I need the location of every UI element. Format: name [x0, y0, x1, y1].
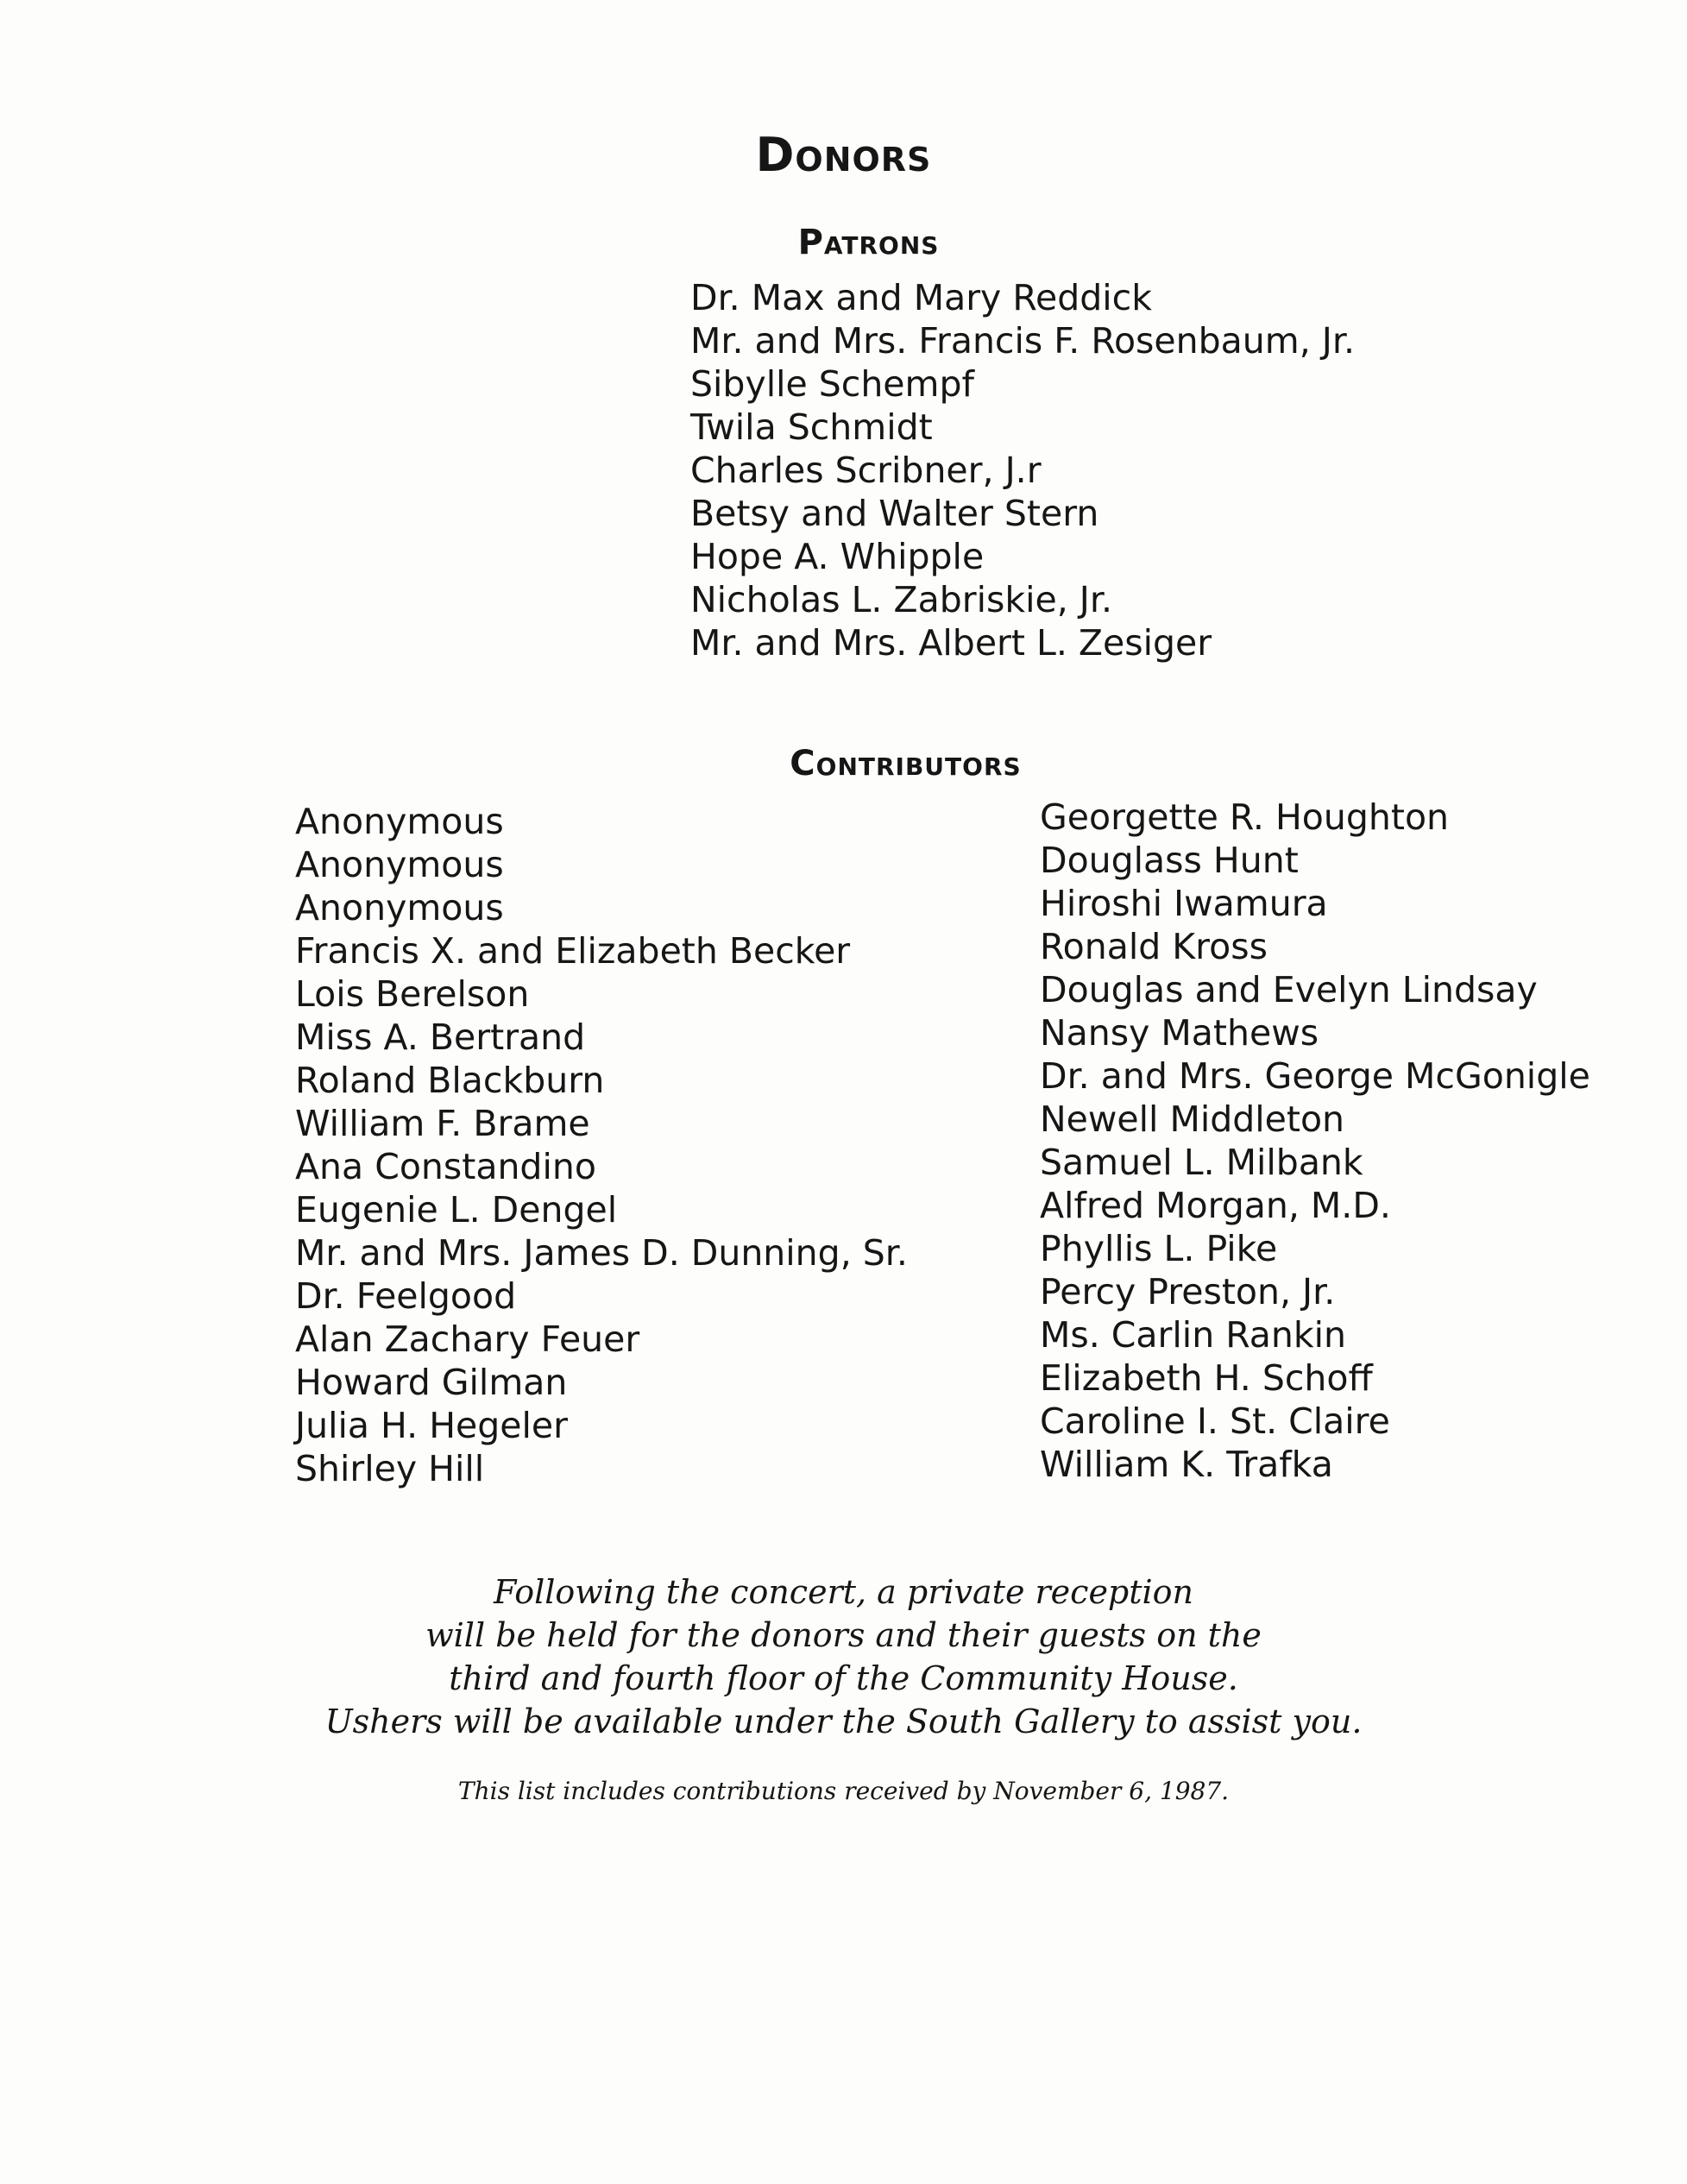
reception-notice [0, 1570, 1687, 1743]
reception-line: will be held for the donors and their guests on the [425, 1616, 1262, 1654]
patron-name: Charles Scribner, J.r [690, 450, 1042, 491]
contributor-name: Ana Constandino [295, 1146, 596, 1187]
contributor-name: Douglas and Evelyn Lindsay [1040, 969, 1538, 1010]
patron-list [690, 276, 1355, 664]
reception-line: third and fourth floor of the Community House. [449, 1659, 1238, 1697]
contributor-name: Caroline I. St. Claire [1040, 1400, 1390, 1442]
reception-line: Ushers will be available under the South Gallery to assist you. [324, 1703, 1363, 1740]
contributor-list-left [295, 800, 908, 1490]
contributor-name: Howard Gilman [295, 1362, 568, 1403]
contributors-heading: Contributors [790, 744, 1022, 784]
patron-name: Twila Schmidt [690, 406, 933, 448]
contributor-name: Dr. and Mrs. George McGonigle [1040, 1055, 1590, 1097]
patrons-heading: Patrons [797, 223, 940, 262]
contributor-name: Samuel L. Milbank [1040, 1142, 1363, 1183]
contributor-name: Roland Blackburn [295, 1060, 605, 1101]
patron-name: Hope A. Whipple [690, 536, 985, 577]
contributor-name: Alan Zachary Feuer [295, 1319, 640, 1360]
contributor-list-right [1040, 796, 1590, 1486]
patron-name: Sibylle Schempf [690, 363, 974, 405]
patron-name: Mr. and Mrs. Francis F. Rosenbaum, Jr. [690, 320, 1355, 362]
contributor-name: Julia H. Hegeler [295, 1405, 568, 1446]
patron-name: Dr. Max and Mary Reddick [690, 277, 1152, 318]
contributor-name: Newell Middleton [1040, 1098, 1345, 1140]
contributor-name: Phyllis L. Pike [1040, 1228, 1278, 1269]
contributor-name: Shirley Hill [295, 1448, 485, 1489]
contributor-name: Elizabeth H. Schoff [1040, 1357, 1373, 1399]
contributor-name: Mr. and Mrs. James D. Dunning, Sr. [295, 1232, 908, 1274]
contributor-name: Francis X. and Elizabeth Becker [295, 930, 851, 972]
contributor-name: Anonymous [295, 887, 504, 928]
contributor-name: Miss A. Bertrand [295, 1016, 586, 1058]
contributor-name: Eugenie L. Dengel [295, 1189, 618, 1230]
contributor-name: Percy Preston, Jr. [1040, 1271, 1336, 1312]
reception-line: Following the concert, a private reception [493, 1573, 1194, 1611]
contributor-name: Lois Berelson [295, 973, 530, 1015]
footnote: This list includes contributions received by November 6, 1987. [457, 1777, 1230, 1805]
contributor-name: Dr. Feelgood [295, 1275, 517, 1317]
contributor-name: Nansy Mathews [1040, 1012, 1319, 1054]
contributor-name: William F. Brame [295, 1103, 590, 1144]
page-title: Donors [755, 128, 932, 182]
patron-name: Nicholas L. Zabriskie, Jr. [690, 579, 1112, 620]
patron-name: Betsy and Walter Stern [690, 493, 1099, 534]
contributor-name: Douglass Hunt [1040, 840, 1299, 881]
contributor-name: Anonymous [295, 844, 504, 885]
contributor-name: Anonymous [295, 801, 504, 842]
contributor-name: Alfred Morgan, M.D. [1040, 1185, 1391, 1226]
contributor-name: Ronald Kross [1040, 926, 1268, 967]
contributor-name: Ms. Carlin Rankin [1040, 1314, 1347, 1356]
contributor-name: William K. Trafka [1040, 1444, 1333, 1485]
contributor-name: Georgette R. Houghton [1040, 796, 1450, 838]
contributor-name: Hiroshi Iwamura [1040, 883, 1328, 924]
patron-name: Mr. and Mrs. Albert L. Zesiger [690, 622, 1212, 664]
